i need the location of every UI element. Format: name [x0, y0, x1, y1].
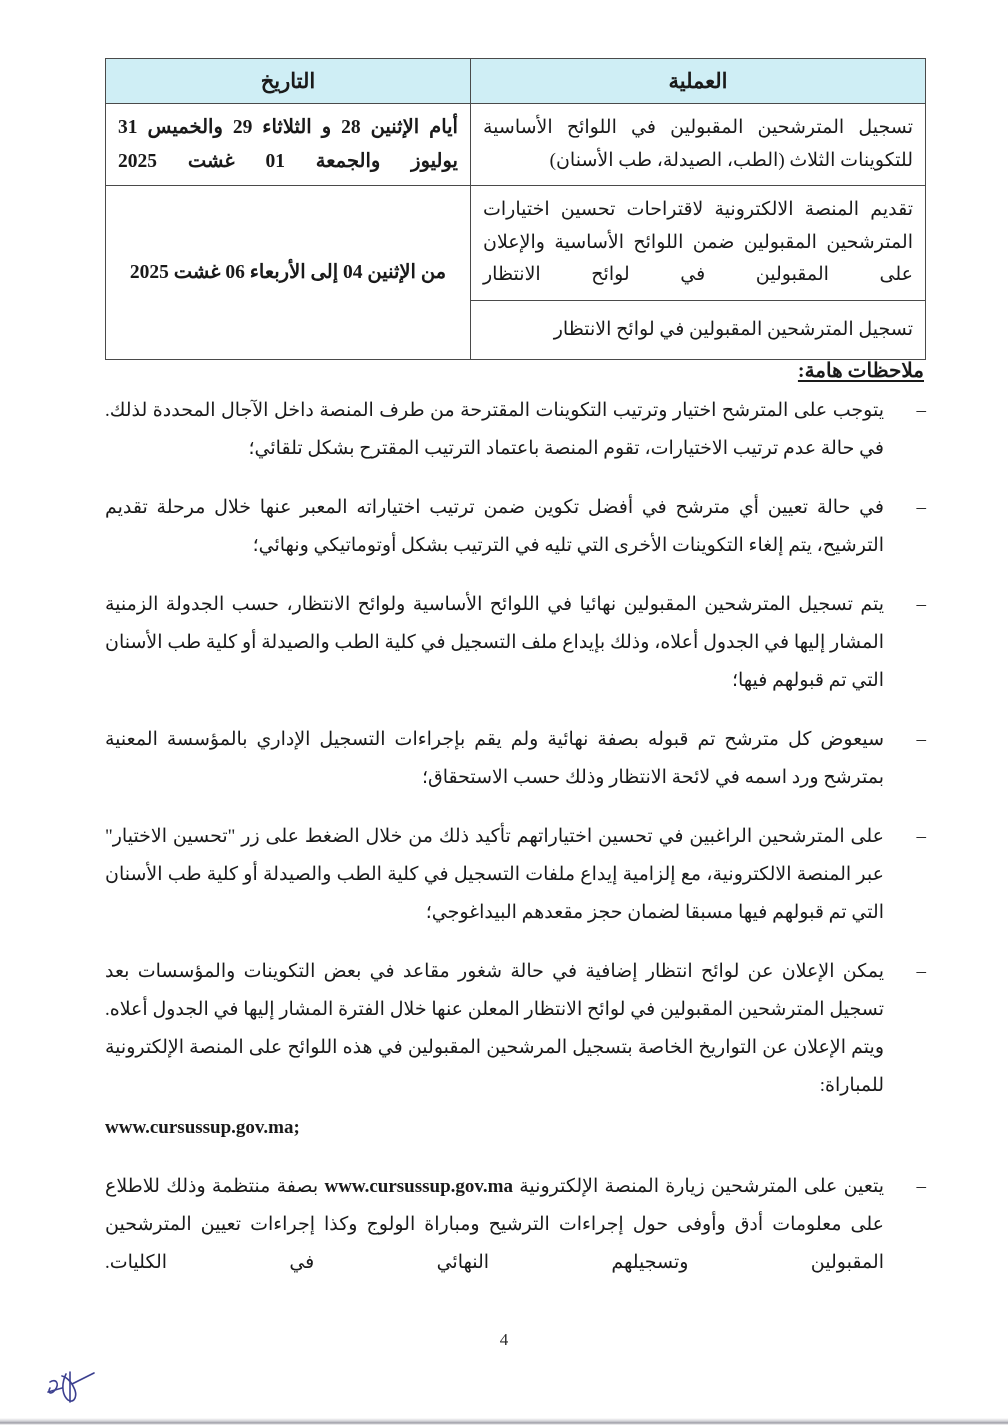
table-row	[106, 186, 926, 301]
note-text: في حالة تعيين أي مترشح في أفضل تكوين ضمن ترتيب اختياراته المعبر عنها خلال مرحلة تقديم الترشيح، يتم إلغاء التكوينات الأخرى التي تليه في الترتيب بشكل أوتوماتيكي ونهائي؛	[105, 497, 884, 556]
bullet-dash-icon: –	[916, 1176, 926, 1197]
note-text: يمكن الإعلان عن لوائح انتظار إضافية في حالة شغور مقاعد في بعض التكوينات والمؤسسات بعد تسجيل المترشحين المقبولين في لوائح الانتظار المعلن عنها خلال الفترة المشار إليها في الجدول أعلاه. ويتم الإعلان عن التواريخ الخاصة بتسجيل المرشحين المقبولين في هذه اللوائح على المنصة الإلكترونية للمباراة:	[105, 961, 884, 1096]
platform-url[interactable]: www.cursussup.gov.ma;	[105, 1117, 300, 1138]
note-text: يتم تسجيل المترشحين المقبولين نهائيا في اللوائح الأساسية ولوائح الانتظار، حسب الجدولة الزمنية المشار إليها في الجدول أعلاه، وذلك بإيداع ملف التسجيل في كلية الطب والصيدلة أو كلية طب الأسنان التي تم قبولهم فيها؛	[105, 594, 884, 691]
note-text-suffix: بصفة منتظمة وذلك للاطلاع على معلومات أدق وأوفى حول إجراءات الترشيح ومباراة الولوج وكذا إجراءات تعيين المترشحين المقبولين وتسجيلهم النهائي في الكليات.	[105, 1176, 884, 1273]
note-item	[105, 489, 930, 565]
note-item	[105, 392, 930, 468]
cell-operation-3: تسجيل المترشحين المقبولين في لوائح الانتظار	[471, 301, 926, 360]
bullet-dash-icon: –	[916, 826, 926, 847]
table-header	[106, 59, 926, 104]
note-item-last	[105, 1168, 930, 1282]
cell-operation-2: تقديم المنصة الالكترونية لاقتراحات تحسين اختيارات المترشحين المقبولين ضمن اللوائح الأساسية والإعلان على المقبولين في لوائح الانتظار	[471, 186, 926, 301]
bullet-dash-icon: –	[916, 729, 926, 750]
table-row	[106, 104, 926, 186]
note-text: على المترشحين الراغبين في تحسين اختياراتهم تأكيد ذلك من خلال الضغط على زر "تحسين الاختيار" عبر المنصة الالكترونية، مع إلزامية إيداع ملفات التسجيل في كلية الطب والصيدلة أو كلية طب الأسنان التي تم قبولهم فيها مسبقا لضمان حجز مقعدهم البيداغوجي؛	[105, 826, 884, 923]
column-header-operation: العملية	[471, 59, 926, 104]
url-suffix: ;	[293, 1117, 300, 1138]
cell-operation-1: تسجيل المترشحين المقبولين في اللوائح الأساسية للتكوينات الثلاث (الطب، الصيدلة، طب الأسنان)	[471, 104, 926, 186]
column-header-date: التاريخ	[106, 59, 471, 104]
bullet-dash-icon: –	[916, 400, 926, 421]
notes-list	[105, 392, 930, 1303]
note-item	[105, 818, 930, 932]
platform-url-inline[interactable]: www.cursussup.gov.ma	[324, 1176, 513, 1197]
page-number: 4	[499, 1330, 509, 1349]
bullet-dash-icon: –	[916, 961, 926, 982]
notes-heading: ملاحظات هامة:	[797, 360, 924, 382]
note-text: سيعوض كل مترشح تم قبوله بصفة نهائية ولم يقم بإجراءات التسجيل الإداري بالمؤسسة المعنية بمترشح ورد اسمه في لائحة الانتظار وذلك حسب الاستحقاق؛	[105, 729, 884, 788]
note-item-with-url	[105, 953, 930, 1147]
table-header-row	[106, 59, 926, 104]
page-edge-shadow	[0, 1418, 1008, 1425]
bullet-dash-icon: –	[916, 594, 926, 615]
note-item	[105, 586, 930, 700]
bullet-dash-icon: –	[916, 497, 926, 518]
cell-date-1: أيام الإثنين 28 و الثلاثاء 29 والخميس 31 يوليوز والجمعة 01 غشت 2025	[106, 104, 471, 186]
note-text: يتوجب على المترشح اختيار وترتيب التكوينات المقترحة من طرف المنصة داخل الآجال المحددة لذلك. في حالة عدم ترتيب الاختيارات، تقوم المنصة باعتماد الترتيب المقترح بشكل تلقائي؛	[105, 400, 884, 459]
schedule-table	[105, 58, 926, 360]
handwritten-signature	[42, 1368, 112, 1414]
note-text-prefix: يتعين على المترشحين زيارة المنصة الإلكترونية	[519, 1176, 885, 1197]
cell-date-2: من الإثنين 04 إلى الأربعاء 06 غشت 2025	[106, 186, 471, 360]
note-item	[105, 721, 930, 797]
table-body	[106, 104, 926, 360]
